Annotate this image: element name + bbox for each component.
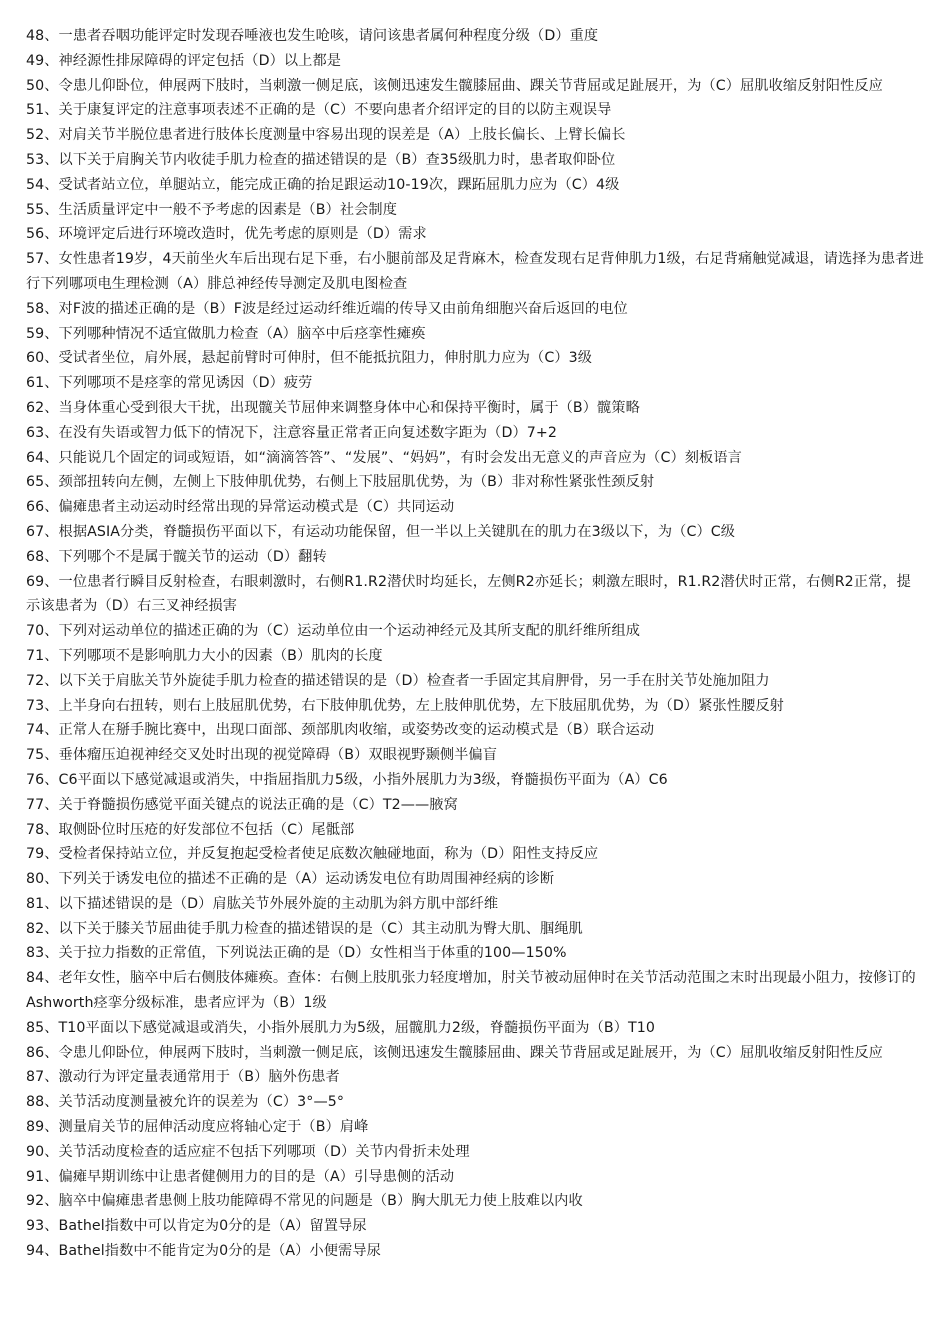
question-item: 89、测量肩关节的屈伸活动度应将轴心定于（B）肩峰 — [26, 1119, 369, 1136]
question-item: 50、令患儿仰卧位，伸展两下肢时，当刺激一侧足底，该侧迅速发生髋膝屈曲、踝关节背屈或足趾展开，为（C）屈肌收缩反射阳性反应 — [26, 77, 883, 94]
question-item: 76、C6平面以下感觉减退或消失，中指屈指肌力5级，小指外展肌力为3级，脊髓损伤平面为（A）C6 — [26, 771, 668, 788]
question-item: 90、关节活动度检查的适应症不包括下列哪项（D）关节内骨折未处理 — [26, 1143, 470, 1160]
question-item: 55、生活质量评定中一般不予考虑的因素是（B）社会制度 — [26, 201, 397, 218]
question-item: 53、以下关于肩胸关节内收徒手肌力检查的描述错误的是（B）查35级肌力时，患者取仰卧位 — [26, 151, 616, 168]
question-item: 52、对肩关节半脱位患者进行肢体长度测量中容易出现的误差是（A）上肢长偏长、上臂长偏长 — [26, 127, 626, 144]
question-item: 71、下列哪项不是影响肌力大小的因素（B）肌肉的长度 — [26, 647, 383, 664]
question-item: 92、脑卒中偏瘫患者患侧上肢功能障碍不常见的问题是（B）胸大肌无力使上肢难以内收 — [26, 1193, 583, 1210]
document-page — [26, 24, 924, 1264]
question-item: 69、一位患者行瞬目反射检查，右眼刺激时，右侧R1.R2潜伏时均延长，左侧R2亦延长；刺激左眼时，R1.R2潜伏时正常，右侧R2正常，提示该患者为（D）右三叉神经损害 — [26, 573, 911, 615]
question-item: 65、颈部扭转向左侧，左侧上下肢伸肌优势，右侧上下肢屈肌优势，为（B）非对称性紧张性颈反射 — [26, 474, 655, 491]
question-item: 57、女性患者19岁，4天前坐火车后出现右足下垂，右小腿前部及足背麻木，检查发现右足背伸肌力1级，右足背痛触觉减退，请选择为患者进行下列哪项电生理检测（A）腓总神经传导测定及肌电图检查 — [26, 251, 924, 292]
question-item: 63、在没有失语或智力低下的情况下，注意容量正常者正向复述数字距为（D）7+2 — [26, 424, 558, 441]
question-item: 49、神经源性排尿障碍的评定包括（D）以上都是 — [26, 52, 342, 69]
question-item: 94、Bathel指数中不能肯定为0分的是（A）小便需导尿 — [26, 1243, 381, 1260]
question-item: 64、只能说几个固定的词或短语，如“滴滴答答”、“发展”、“妈妈”，有时会发出无意义的声音应为（C）刻板语言 — [26, 449, 742, 466]
question-item: 79、受检者保持站立位，并反复抱起受检者使足底数次触碰地面，称为（D）阳性支持反应 — [26, 846, 599, 863]
question-item: 56、环境评定后进行环境改造时，优先考虑的原则是（D）需求 — [26, 226, 427, 243]
question-item: 84、老年女性，脑卒中后右侧肢体瘫痪。查体：右侧上肢肌张力轻度增加，肘关节被动屈伸时在关节活动范围之末时出现最小阻力，按修订的Ashworth痉挛分级标准，患者应评为（B）1级 — [26, 970, 916, 1012]
question-item: 77、关于脊髓损伤感觉平面关键点的说法正确的是（C）T2——腋窝 — [26, 796, 458, 813]
question-item: 80、下列关于诱发电位的描述不正确的是（A）运动诱发电位有助周围神经病的诊断 — [26, 871, 555, 888]
question-item: 83、关于拉力指数的正常值，下列说法正确的是（D）女性相当于体重的100—150% — [26, 945, 567, 962]
question-item: 85、T10平面以下感觉减退或消失，小指外展肌力为5级，屈髋肌力2级，脊髓损伤平面为（B）T10 — [26, 1019, 656, 1036]
question-item: 74、正常人在掰手腕比赛中，出现口面部、颈部肌肉收缩，或姿势改变的运动模式是（B）联合运动 — [26, 722, 655, 739]
question-item: 91、偏瘫早期训练中让患者健侧用力的目的是（A）引导患侧的活动 — [26, 1168, 455, 1185]
question-item: 73、上半身向右扭转，则右上肢屈肌优势，右下肢伸肌优势，左上肢伸肌优势，左下肢屈肌优势，为（D）紧张性腰反射 — [26, 697, 784, 714]
question-item: 72、以下关于肩肱关节外旋徒手肌力检查的描述错误的是（D）检查者一手固定其肩胛骨，另一手在肘关节处施加阻力 — [26, 672, 770, 689]
question-item: 78、取侧卧位时压疮的好发部位不包括（C）尾骶部 — [26, 821, 355, 838]
question-item: 88、关节活动度测量被允许的误差为（C）3°—5° — [26, 1094, 345, 1111]
question-item: 81、以下描述错误的是（D）肩肱关节外展外旋的主动肌为斜方肌中部纤维 — [26, 895, 499, 912]
question-item: 54、受试者站立位，单腿站立，能完成正确的抬足跟运动10-19次，踝跖屈肌力应为（C）4级 — [26, 176, 620, 193]
question-item: 86、令患儿仰卧位，伸展两下肢时，当刺激一侧足底，该侧迅速发生髋膝屈曲、踝关节背屈或足趾展开，为（C）屈肌收缩反射阳性反应 — [26, 1044, 883, 1061]
question-item: 59、下列哪种情况不适宜做肌力检查（A）脑卒中后痉挛性瘫痪 — [26, 325, 426, 342]
question-item: 62、当身体重心受到很大干扰，出现髋关节屈伸来调整身体中心和保持平衡时，属于（B）髋策略 — [26, 399, 640, 416]
question-item: 93、Bathel指数中可以肯定为0分的是（A）留置导尿 — [26, 1218, 367, 1235]
question-item: 48、一患者吞咽功能评定时发现吞唾液也发生呛咳，请问该患者属何种程度分级（D）重度 — [26, 28, 599, 44]
question-item: 58、对F波的描述正确的是（B）F波是经过运动纤维近端的传导又由前角细胞兴奋后返回的电位 — [26, 300, 628, 317]
question-item: 51、关于康复评定的注意事项表述不正确的是（C）不要向患者介绍评定的目的以防主观误导 — [26, 102, 612, 119]
question-item: 75、垂体瘤压迫视神经交叉处时出现的视觉障碍（B）双眼视野颞侧半偏盲 — [26, 747, 498, 764]
question-item: 67、根据ASIA分类，脊髓损伤平面以下，有运动功能保留，但一半以上关键肌在的肌力在3级以下，为（C）C级 — [26, 523, 736, 540]
question-item: 87、激动行为评定量表通常用于（B）脑外伤患者 — [26, 1069, 340, 1086]
question-item: 68、下列哪个不是属于髋关节的运动（D）翻转 — [26, 548, 327, 565]
question-item: 70、下列对运动单位的描述正确的为（C）运动单位由一个运动神经元及其所支配的肌纤维所组成 — [26, 623, 641, 640]
question-item: 66、偏瘫患者主动运动时经常出现的异常运动模式是（C）共同运动 — [26, 499, 455, 516]
question-item: 61、下列哪项不是痉挛的常见诱因（D）疲劳 — [26, 375, 313, 392]
question-item: 82、以下关于膝关节屈曲徒手肌力检查的描述错误的是（C）其主动肌为臀大肌、腘绳肌 — [26, 920, 583, 937]
question-item: 60、受试者坐位，肩外展，悬起前臂时可伸肘，但不能抵抗阻力，伸肘肌力应为（C）3级 — [26, 350, 593, 367]
